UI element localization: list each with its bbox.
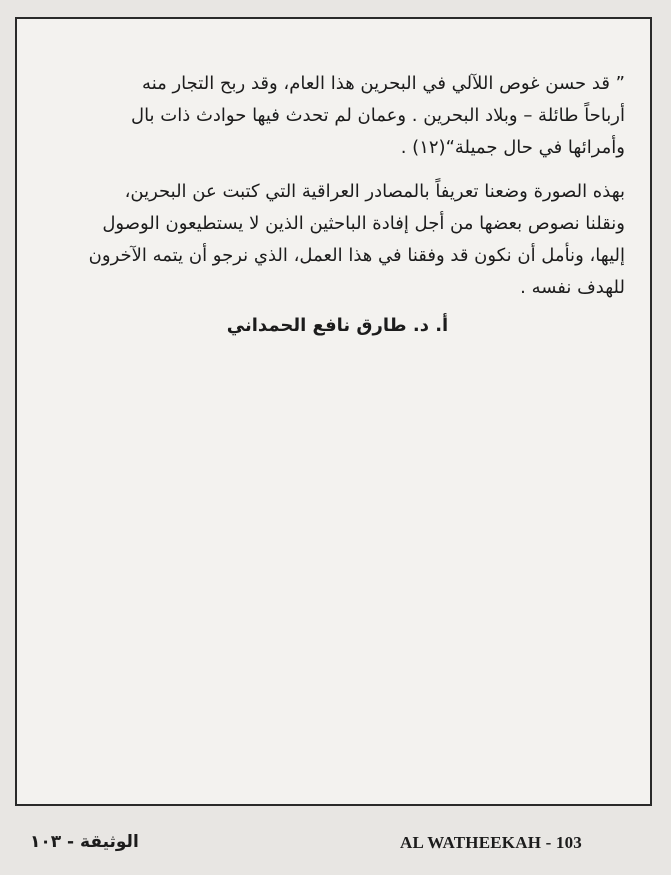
text-line: ” قد حسن غوص اللآلي في البحرين هذا العام، وقد ربح التجار منه <box>142 73 625 94</box>
text-line: إليها، ونأمل أن نكون قد وفقنا في هذا العمل، الذي نرجو أن يتمه الآخرون <box>88 245 625 266</box>
text-line: للهدف نفسه . <box>520 277 625 298</box>
text-line: ونقلنا نصوص بعضها من أجل إفادة الباحثين الذين لا يستطيعون الوصول <box>102 213 625 234</box>
closing-paragraph <box>50 176 625 304</box>
text-line: أرباحاً طائلة – وبلاد البحرين . وعمان لم تحدث فيها حوادث ذات بال <box>130 105 625 126</box>
footer-journal-arabic: الوثيقة - ١٠٣ <box>30 832 139 852</box>
text-line: بهذه الصورة وضعنا تعريفاً بالمصادر العراقية التي كتبت عن البحرين، <box>124 181 625 202</box>
text-line: وأمرائها في حال جميلة“(١٢) . <box>400 137 625 158</box>
author-signature: أ. د. طارق نافع الحمداني <box>226 315 449 336</box>
footer-journal-english: AL WATHEEKAH - 103 <box>400 833 582 852</box>
quoted-paragraph <box>50 68 625 164</box>
article-content <box>50 68 625 342</box>
